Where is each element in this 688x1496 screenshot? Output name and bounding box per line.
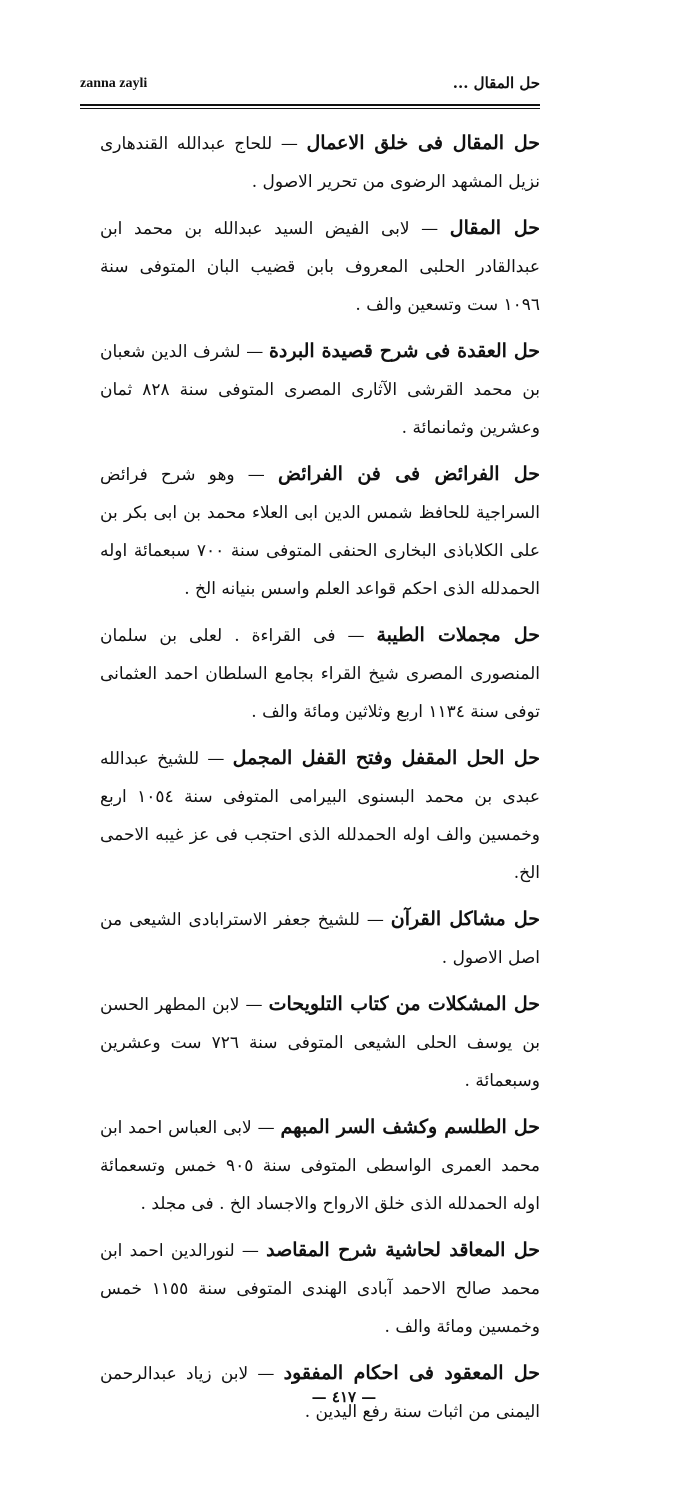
entry xyxy=(100,1108,540,1223)
entry xyxy=(100,332,540,447)
entries-list xyxy=(100,124,540,1439)
header-rule xyxy=(80,104,540,109)
entry-heading: حل المعقود فى احكام المفقود xyxy=(283,1362,541,1384)
entry-text: — لشرف الدين شعبان بن محمد القرشى الآثارى المصرى المتوفى سنة ٨٢٨ ثمان وعشرين وثمانمائة . xyxy=(100,342,540,438)
entry xyxy=(100,1231,540,1346)
entry-heading: حل مشاكل القرآن xyxy=(390,908,540,930)
entry-text: — للشيخ عبدالله عبدى بن محمد البسنوى البيرامى المتوفى سنة ١٠٥٤ اربع وخمسين والف اوله الحمدلله الذى احتجب فى عز غيبه الاحمى الخ. xyxy=(100,749,540,883)
entry xyxy=(100,616,540,731)
entry-heading: حل مجملات الطيبة xyxy=(376,624,541,646)
entry-heading: حل المعاقد لحاشية شرح المقاصد xyxy=(266,1239,540,1261)
entry-heading: حل المشكلات من كتاب التلويحات xyxy=(268,993,540,1015)
entry-text: — وهو شرح فرائض السراجية للحافظ شمس الدين ابى العلاء محمد بن ابى بكر بن على الكلاباذى البخارى الحنفى المتوفى سنة ٧٠٠ سبعمائة اوله الحمدلله الذى احكم قواعد العلم واسس بنيانه الخ . xyxy=(100,465,540,599)
running-header-left: zanna zayli xyxy=(80,76,148,91)
entry-text: — لنورالدين احمد ابن محمد صالح الاحمد آبادى الهندى المتوفى سنة ١١٥٥ خمس وخمسين ومائة والف . xyxy=(100,1241,540,1337)
entry-text: — فى القراءة . لعلى بن سلمان المنصورى المصرى شيخ القراء بجامع السلطان احمد العثمانى توفى سنة ١١٣٤ اربع وثلاثين ومائة والف . xyxy=(100,626,540,722)
entry-heading: حل العقدة فى شرح قصيدة البردة xyxy=(268,340,540,362)
entry-heading: حل المقال xyxy=(449,217,540,239)
entry xyxy=(100,124,540,201)
entry-text: — للحاج عبدالله القندهارى نزيل المشهد الرضوى من تحرير الاصول . xyxy=(100,134,540,192)
entry-text: — لابى العباس احمد ابن محمد العمرى الواسطى المتوفى سنة ٩٠٥ خمس وتسعمائة اوله الحمدلله الذى خلق الارواح والاجساد الخ . فى مجلد . xyxy=(100,1118,540,1214)
entry-heading: حل الطلسم وكشف السر المبهم xyxy=(280,1116,540,1138)
running-header-right: حل المقال ... xyxy=(452,74,540,92)
entry-text: — للشيخ جعفر الاسترابادى الشيعى من اصل الاصول . xyxy=(100,910,540,968)
entry-text: — لابن المطهر الحسن بن يوسف الحلى الشيعى المتوفى سنة ٧٢٦ ست وعشرين وسبعمائة . xyxy=(100,995,540,1091)
entry xyxy=(100,209,540,324)
entry-text: — لابن زياد عبدالرحمن اليمنى من اثبات سنة رفع اليدين . xyxy=(100,1364,540,1422)
entry-heading: حل الحل المقفل وفتح القفل المجمل xyxy=(232,747,540,769)
entry xyxy=(100,739,540,892)
entry xyxy=(100,455,540,608)
entry-heading: حل الفرائض فى فن الفرائض xyxy=(277,463,541,485)
entry xyxy=(100,900,540,977)
page-number: — ٤١٧ — xyxy=(311,1388,377,1406)
entry-text: — لابى الفيض السيد عبدالله بن محمد ابن عبدالقادر الحلبى المعروف بابن قضيب البان المتوفى سنة ١٠٩٦ ست وتسعين والف . xyxy=(100,219,540,315)
entry xyxy=(100,985,540,1100)
entry-heading: حل المقال فى خلق الاعمال xyxy=(306,132,540,154)
